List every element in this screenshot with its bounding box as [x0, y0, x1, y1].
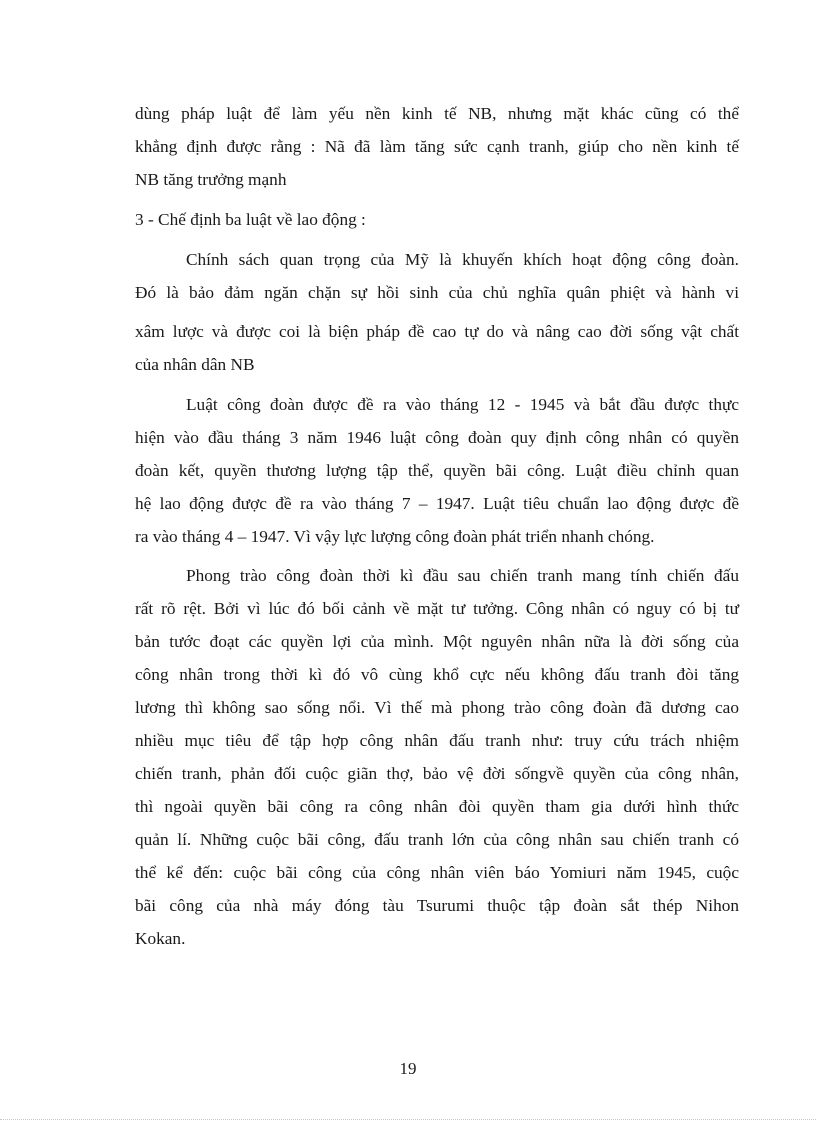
- text-line: khẳng định được rằng : Nã đã làm tăng sức cạnh tranh, giúp cho nền kinh tế: [135, 137, 739, 156]
- text-line: Phong trào công đoàn thời kì đầu sau chiến tranh mang tính chiến đấu: [186, 566, 739, 585]
- text-line: bãi công của nhà máy đóng tàu Tsurumi thuộc tập đoàn sắt thép Nihon: [135, 896, 739, 915]
- page-number: 19: [399, 1059, 417, 1078]
- text-line: lương thì không sao sống nổi. Vì thế mà phong trào công đoàn đã dương cao: [135, 698, 739, 717]
- text-line: thì ngoài quyền bãi công ra công nhân đòi quyền tham gia dưới hình thức: [135, 797, 739, 816]
- text-line: Kokan.: [135, 929, 186, 948]
- text-line: hệ lao động được đề ra vào tháng 7 – 1947. Luật tiêu chuẩn lao động được đề: [135, 494, 739, 513]
- text-line: nhiều mục tiêu để tập hợp công nhân đấu tranh như: truy cứu trách nhiệm: [135, 731, 739, 750]
- text-line: công nhân trong thời kì đó vô cùng khổ cực nếu không đấu tranh đòi tăng: [135, 665, 739, 684]
- text-line: thể kể đến: cuộc bãi công của công nhân viên báo Yomiuri năm 1945, cuộc: [135, 863, 739, 882]
- text-line: ra vào tháng 4 – 1947. Vì vậy lực lượng công đoàn phát triển nhanh chóng.: [135, 527, 655, 546]
- page-bottom-rule: [0, 1119, 816, 1120]
- text-line: dùng pháp luật để làm yếu nền kinh tế NB, nhưng mặt khác cũng có thể: [135, 104, 739, 123]
- text-line: xâm lược và được coi là biện pháp đề cao tự do và nâng cao đời sống vật chất: [135, 322, 739, 341]
- section-heading: 3 - Chế định ba luật về lao động :: [135, 210, 366, 229]
- text-line: đoàn kết, quyền thương lượng tập thể, quyền bãi công. Luật điều chỉnh quan: [135, 461, 739, 480]
- text-line: rất rõ rệt. Bởi vì lúc đó bối cảnh về mặt tư tưởng. Công nhân có nguy có bị tư: [135, 599, 739, 618]
- text-line: bản tước đoạt các quyền lợi của mình. Một nguyên nhân nữa là đời sống của: [135, 632, 739, 651]
- text-line: Chính sách quan trọng của Mỹ là khuyến khích hoạt động công đoàn.: [186, 250, 739, 269]
- text-line: chiến tranh, phản đối cuộc giãn thợ, bảo vệ đời sốngvề quyền của công nhân,: [135, 764, 739, 783]
- text-line: quản lí. Những cuộc bãi công, đấu tranh lớn của công nhân sau chiến tranh có: [135, 830, 739, 849]
- text-line: của nhân dân NB: [135, 355, 255, 374]
- text-line: hiện vào đầu tháng 3 năm 1946 luật công đoàn quy định công nhân có quyền: [135, 428, 739, 447]
- text-line: NB tăng trưởng mạnh: [135, 170, 287, 189]
- text-line: Luật công đoàn được đề ra vào tháng 12 - 1945 và bắt đầu được thực: [186, 395, 739, 414]
- text-line: Đó là bảo đảm ngăn chặn sự hồi sinh của chủ nghĩa quân phiệt và hành vi: [135, 283, 739, 302]
